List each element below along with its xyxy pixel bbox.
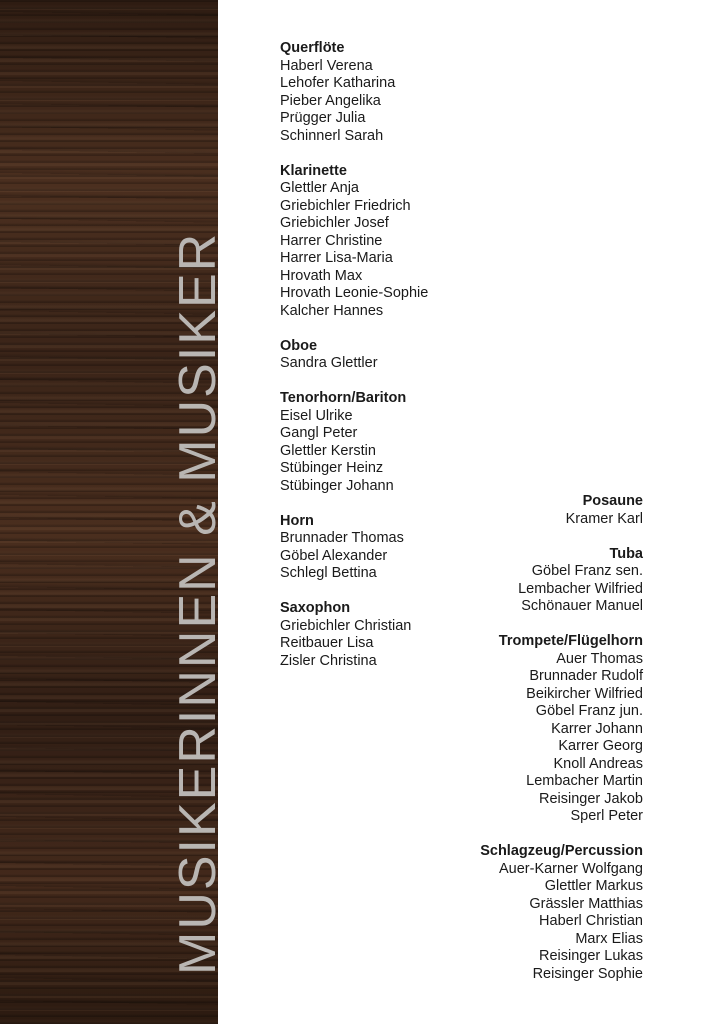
musician-name: Griebichler Christian: [280, 617, 412, 634]
instrument-heading: Tenorhorn/Bariton: [280, 390, 407, 406]
musician-name: Brunnader Thomas: [280, 530, 404, 546]
musician-name: Karrer Georg: [558, 738, 643, 754]
musician-name: Prügger Julia: [280, 110, 366, 126]
musician-name: Griebichler Friedrich: [280, 197, 411, 214]
musician-name: Brunnader Rudolf: [529, 668, 643, 684]
wood-texture-panel: [0, 0, 227, 1024]
musician-name: Eisel Ulrike: [280, 407, 353, 424]
instrument-section: [383, 546, 643, 616]
instrument-section: [383, 633, 643, 826]
musician-name: Auer Thomas: [556, 650, 643, 667]
instrument-section: [280, 163, 480, 321]
musician-name: Hrovath Max: [280, 267, 363, 284]
musician-name: Pieber Angelika: [280, 92, 381, 109]
musician-name: Harrer Lisa-Maria: [280, 250, 393, 266]
musician-name: Haberl Verena: [280, 57, 373, 74]
musician-name: Lehofer Katharina: [280, 75, 396, 91]
musician-name: Sandra Glettler: [280, 355, 378, 371]
musician-name: Grässler Matthias: [529, 895, 643, 912]
instrument-heading: Posaune: [582, 493, 643, 509]
musician-name: Göbel Franz sen.: [531, 563, 643, 579]
musician-name: Stübinger Johann: [280, 477, 394, 494]
musician-name: Reisinger Jakob: [539, 790, 643, 807]
musician-name: Göbel Alexander: [280, 547, 388, 564]
instrument-section: [280, 338, 480, 373]
musician-name: Göbel Franz jun.: [535, 703, 643, 719]
musician-name: Harrer Christine: [280, 232, 383, 249]
instrument-heading: Schlagzeug/Percussion: [480, 843, 643, 859]
musician-name: Griebichler Josef: [280, 215, 389, 231]
musician-name: Marx Elias: [575, 930, 643, 947]
musician-name: Karrer Johann: [551, 720, 643, 737]
musician-name: Zisler Christina: [280, 652, 377, 669]
musician-name: Sperl Peter: [570, 808, 643, 824]
musician-name: Beikircher Wilfried: [526, 685, 643, 702]
musician-name: Glettler Kerstin: [280, 442, 376, 459]
instrument-heading: Tuba: [609, 545, 643, 562]
musician-name: Gangl Peter: [280, 425, 358, 441]
musician-name: Kramer Karl: [565, 510, 643, 527]
instrument-heading: Querflöte: [280, 40, 345, 56]
musician-name: Lembacher Wilfried: [518, 580, 643, 597]
musician-name: Hrovath Leonie-Sophie: [280, 285, 429, 301]
vertical-title: MUSIKERINNEN & MUSIKER: [169, 231, 227, 975]
musician-name: Reisinger Sophie: [532, 965, 643, 982]
musician-name: Stübinger Heinz: [280, 460, 384, 476]
instrument-section: [280, 40, 480, 145]
instrument-section: [383, 493, 643, 528]
musician-name: Glettler Markus: [544, 878, 643, 894]
instrument-section: [383, 843, 643, 983]
instrument-heading: Horn: [280, 512, 314, 529]
musician-name: Schönauer Manuel: [521, 598, 643, 614]
instrument-heading: Oboe: [280, 337, 318, 354]
musician-name: Glettler Anja: [280, 180, 359, 196]
musician-name: Reisinger Lukas: [539, 948, 643, 964]
musician-name: Lembacher Martin: [526, 773, 643, 789]
instrument-section: [280, 390, 480, 495]
instrument-heading: Saxophon: [280, 600, 351, 616]
musician-name: Schinnerl Sarah: [280, 127, 384, 144]
instrument-heading: Klarinette: [280, 162, 347, 179]
musician-name: Auer-Karner Wolfgang: [498, 860, 643, 877]
musician-name: Kalcher Hannes: [280, 302, 384, 319]
instrument-heading: Trompete/Flügelhorn: [498, 633, 643, 649]
musician-name: Reitbauer Lisa: [280, 635, 374, 651]
right-column: [383, 493, 643, 1001]
musician-name: Schlegl Bettina: [280, 565, 377, 581]
musician-name: Haberl Christian: [539, 913, 643, 929]
musician-name: Knoll Andreas: [553, 755, 643, 772]
